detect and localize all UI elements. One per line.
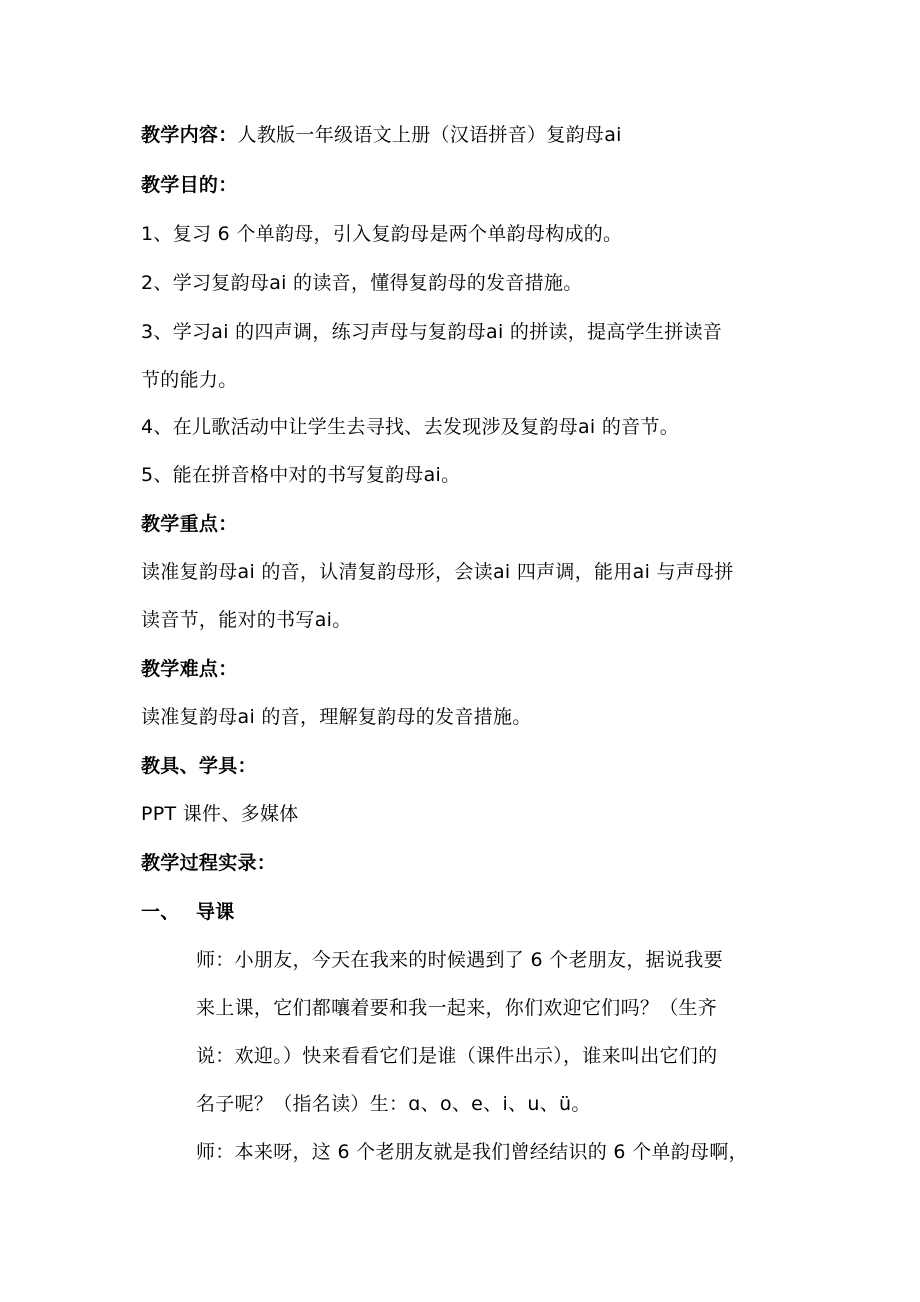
key-points-text: 读音节，能对的书写ai。	[141, 609, 352, 631]
objective-item: 4、在儿歌活动中让学生去寻找、去发现涉及复韵母ai 的音节。	[141, 416, 680, 438]
section-number: 一、	[141, 901, 180, 923]
objective-item: 5、能在拼音格中对的书写复韵母ai。	[141, 464, 461, 486]
difficulties-text: 读准复韵母ai 的音，理解复韵母的发音措施。	[141, 706, 532, 728]
body-paragraph-line: 名子呢？（指名读）生：ɑ、o、e、i、u、ü。	[196, 1093, 591, 1115]
body-paragraph-line: 说：欢迎。）快来看看它们是谁（课件出示），谁来叫出它们的	[196, 1045, 718, 1067]
objective-item: 3、学习ai 的四声调，练习声母与复韵母ai 的拼读，提高学生拼读音	[141, 321, 723, 343]
content-line	[141, 122, 622, 148]
content-label: 教学内容：	[141, 124, 238, 146]
objective-item: 1、复习 6 个单韵母，引入复韵母是两个单韵母构成的。	[141, 223, 623, 245]
objective-item-continued: 节的能力。	[141, 369, 238, 391]
key-points-text: 读准复韵母ai 的音，认清复韵母形，会读ai 四声调，能用ai 与声母拼	[141, 561, 734, 583]
key-points-heading: 教学重点：	[141, 513, 238, 535]
objective-item: 2、学习复韵母ai 的读音，懂得复韵母的发音措施。	[141, 272, 583, 294]
difficulties-heading: 教学难点：	[141, 658, 238, 680]
body-paragraph-line: 来上课，它们都嚷着要和我一起来，你们欢迎它们吗？（生齐	[196, 997, 718, 1019]
body-paragraph-line: 师：本来呀，这 6 个老朋友就是我们曾经结识的 6 个单韵母啊，	[196, 1141, 748, 1163]
section-title: 导课	[196, 901, 235, 923]
tools-heading: 教具、学具：	[141, 755, 257, 777]
objectives-heading: 教学目的：	[141, 174, 238, 196]
tools-text: PPT 课件、多媒体	[141, 803, 299, 825]
content-text: 人教版一年级语文上册（汉语拼音）复韵母ai	[237, 124, 622, 146]
process-heading: 教学过程实录：	[141, 852, 277, 874]
body-paragraph-line: 师：小朋友，今天在我来的时候遇到了 6 个老朋友，据说我要	[196, 949, 723, 971]
